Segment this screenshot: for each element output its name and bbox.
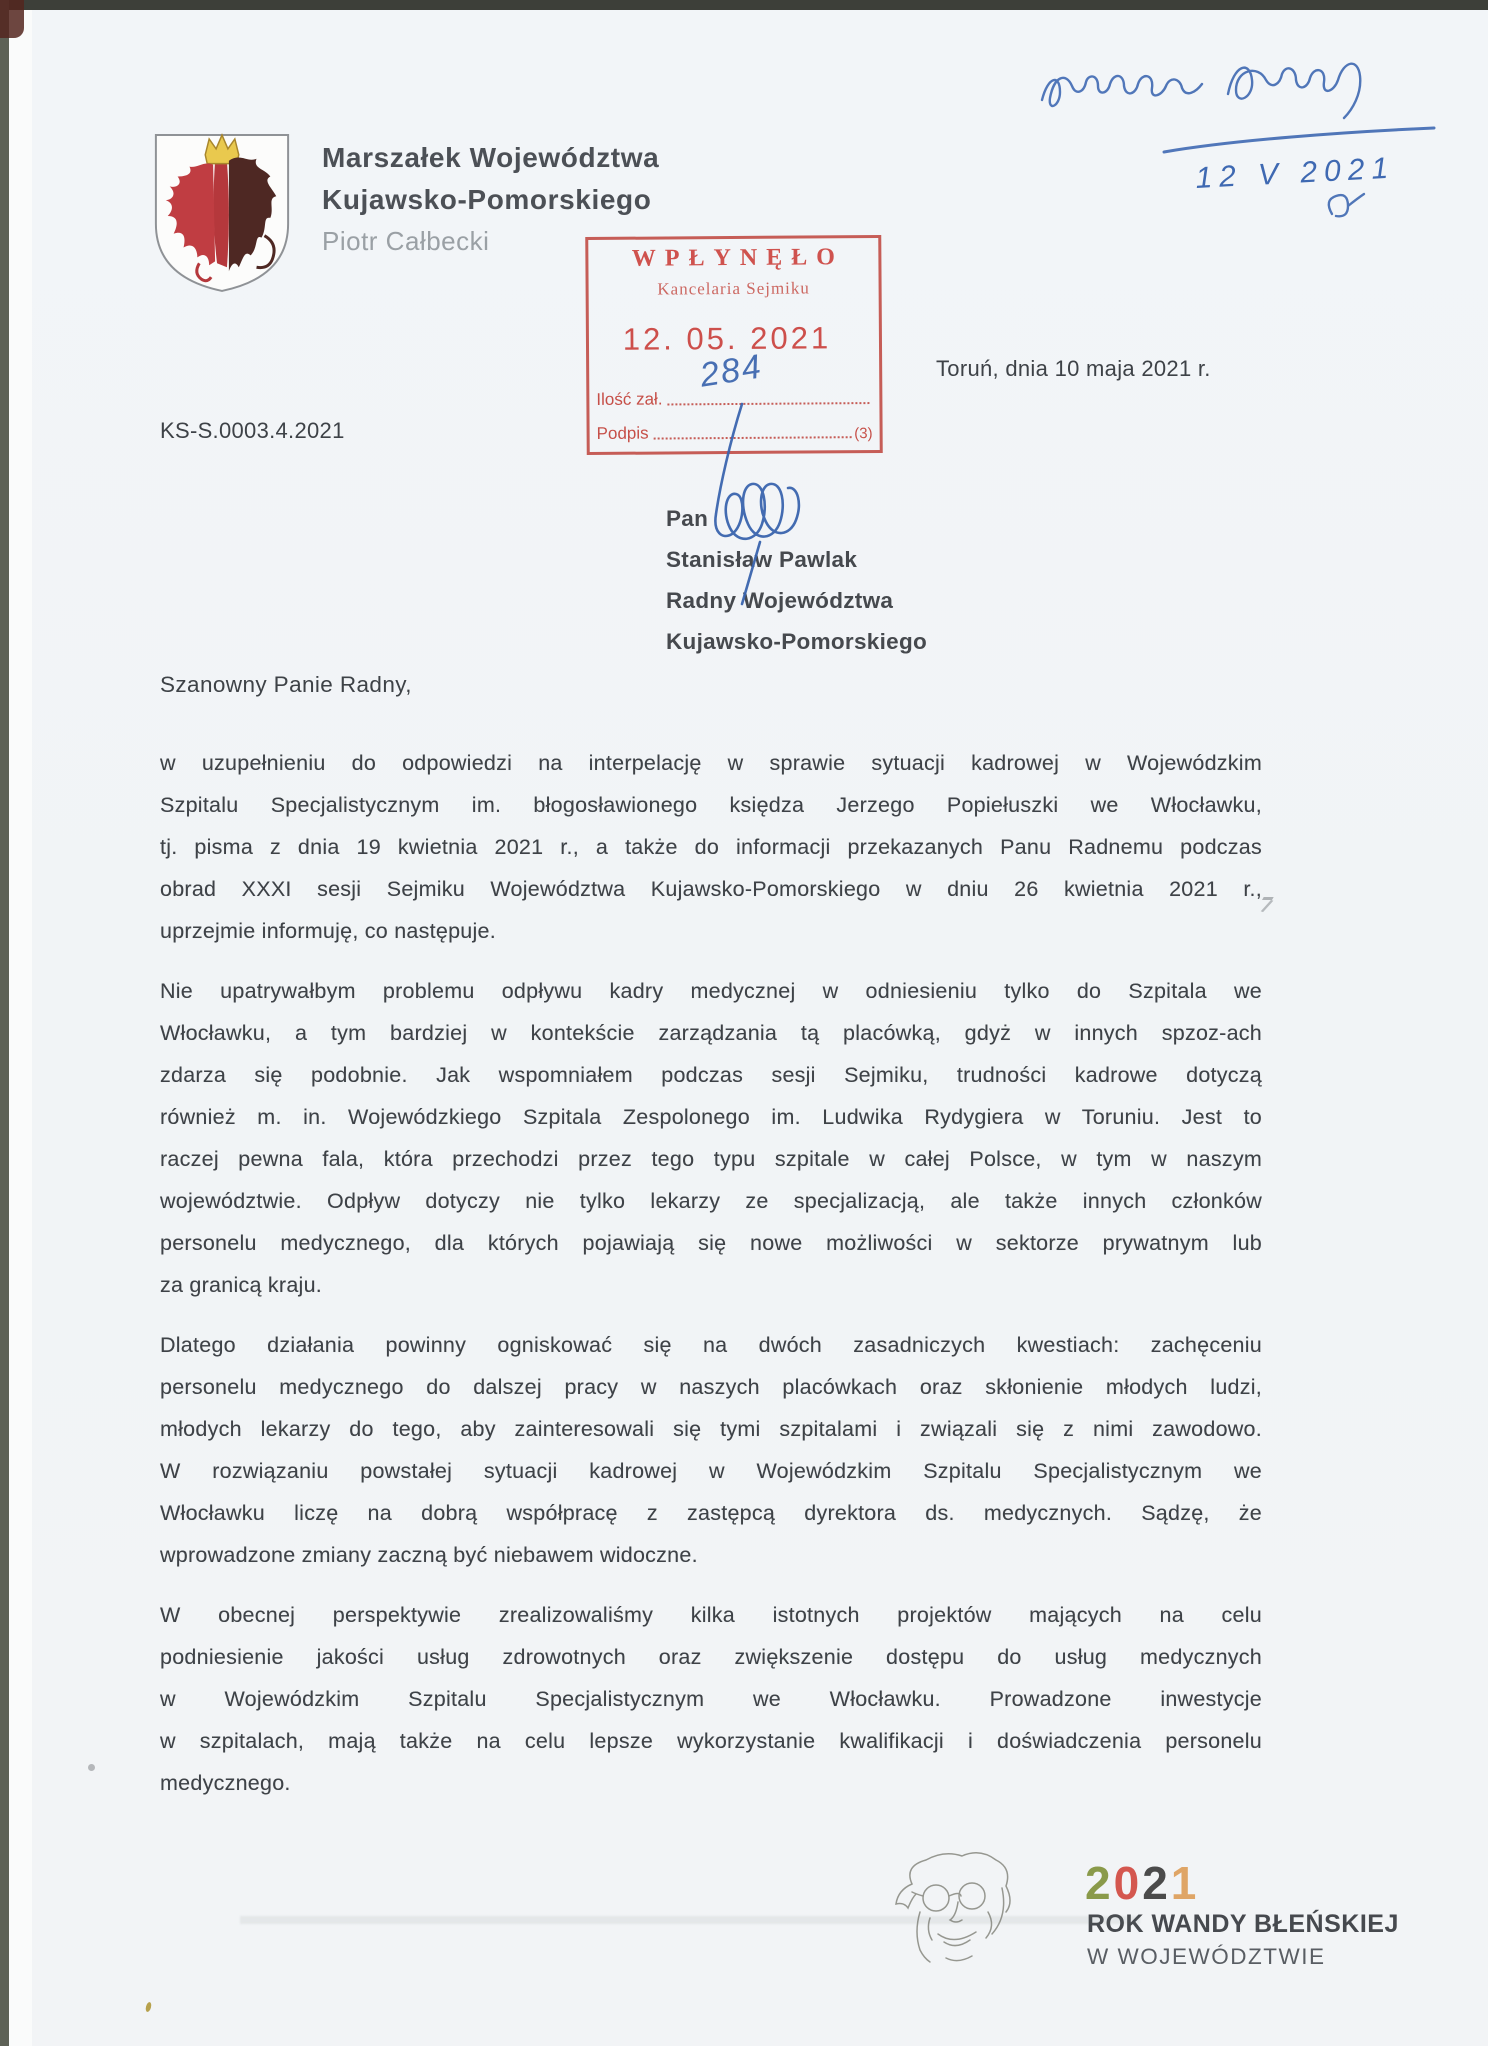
paragraph-line: personelu medycznego, dla których pojawiają się nowe możliwości w sektorze prywatnym lub (160, 1231, 1262, 1255)
paragraph-line: W rozwiązaniu powstałej sytuacji kadrowej w Wojewódzkim Szpitalu Specjalistycznym we (160, 1459, 1262, 1483)
paragraph-line: Włocławku, a tym bardziej w kontekście zarządzania tą placówką, gdyż w innych spzoz-ach (160, 1021, 1262, 1045)
paragraph (160, 1324, 1262, 1576)
handwritten-annotation (1014, 36, 1484, 226)
handwritten-signature (676, 346, 876, 608)
scan-corner-mark (0, 0, 24, 38)
scan-speck (88, 1764, 95, 1771)
paragraph-line: również m. in. Wojewódzkiego Szpitala Zespolonego im. Ludwika Rydygiera w Toruniu. Jest to (160, 1105, 1262, 1129)
paragraph-line: w Wojewódzkim Szpitalu Specjalistycznym we Włocławku. Prowadzone inwestycje (160, 1687, 1262, 1711)
paragraph (160, 742, 1262, 952)
scan-edge-top (0, 0, 1488, 10)
paragraph-line: województwie. Odpływ dotyczy nie tylko lekarzy ze specjalizacją, ale także innych członków (160, 1189, 1262, 1213)
recipient-line: Pan (666, 506, 709, 531)
paper-edge-highlight (9, 10, 32, 2046)
paragraph-line: Szpitalu Specjalistycznym im. błogosławionego księdza Jerzego Popiełuszki we Włocławku, (160, 793, 1262, 817)
stamp-attachments-label: Ilość zał. (596, 389, 663, 409)
salutation: Szanowny Panie Radny, (160, 672, 412, 697)
recipient-line: Radny Województwa (666, 588, 894, 613)
footer-year-digit: 2 (1085, 1857, 1114, 1909)
footer-year-digit: 1 (1170, 1857, 1200, 1909)
letter-body (160, 742, 1262, 1822)
paragraph-line: raczej pewna fala, która przechodzi przez tego typu szpitale w całej Polsce, w tym w naszym (160, 1147, 1262, 1171)
paragraph-line: zdarza się podobnie. Jak wspomniałem podczas sesji Sejmiku, trudności kadrowe dotyczą (160, 1063, 1262, 1087)
stamp-received-label: WPŁYNĘŁO (631, 244, 844, 272)
stamp-signature-label: Podpis (596, 423, 649, 443)
paragraph-line: za granicą kraju. (160, 1273, 322, 1297)
stamp-office-label: Kancelaria Sejmiku (657, 278, 810, 299)
stamp-date: 12. 05. 2021 (622, 320, 832, 357)
paragraph (160, 1594, 1262, 1804)
paragraph-line: Nie upatrywałbym problemu odpływu kadry medycznej w odniesieniu tylko do Szpitala we (160, 979, 1262, 1003)
sender-person-name: Piotr Całbecki (322, 226, 490, 256)
paragraph-line: tj. pisma z dnia 19 kwietnia 2021 r., a także do informacji przekazanych Panu Radnemu podczas (160, 835, 1262, 859)
paragraph-line: obrad XXXI sesji Sejmiku Województwa Kujawsko-Pomorskiego w dniu 26 kwietnia 2021 r., (160, 877, 1262, 901)
footer-year-digit: 0 (1113, 1857, 1143, 1909)
paragraph (160, 970, 1262, 1306)
scan-artifact-mark (1260, 897, 1273, 903)
place-and-date: Toruń, dnia 10 maja 2021 r. (936, 356, 1211, 381)
reference-number: KS-S.0003.4.2021 (160, 418, 345, 443)
wanda-blenska-portrait-sketch (884, 1846, 1034, 1974)
sender-title-line2: Kujawsko-Pomorskiego (322, 184, 652, 215)
paragraph-line: Dlatego działania powinny ogniskować się na dwóch zasadniczych kwestiach: zachęceniu (160, 1333, 1262, 1357)
sender-title-line1: Marszałek Województwa (322, 142, 660, 173)
recipient-line: Kujawsko-Pomorskiego (666, 629, 928, 654)
paragraph-line: młodych lekarzy do tego, aby zainteresowali się tymi szpitalami i związali się z nimi zawodowo. (160, 1417, 1262, 1441)
paragraph-line: personelu medycznego do dalszej pracy w naszych placówkach oraz skłonienie młodych ludzi, (160, 1375, 1262, 1399)
paragraph-line: w uzupełnieniu do odpowiedzi na interpelację w sprawie sytuacji kadrowej w Wojewódzkim (160, 751, 1262, 775)
footer-year-digit: 2 (1142, 1857, 1171, 1909)
handwritten-date: 12 V 2021 (1194, 151, 1396, 195)
bleed-through-ghost-text (240, 1916, 1140, 1924)
handwritten-attachment-count: 284 (697, 347, 766, 395)
paragraph-line: uprzejmie informuję, co następuje. (160, 919, 496, 943)
footer-year (1085, 1856, 1199, 1910)
recipient-line: Stanisław Pawlak (666, 547, 858, 572)
footer-campaign-line1: ROK WANDY BŁEŃSKIEJ (1087, 1910, 1399, 1938)
paragraph-line: wprowadzone zmiany zaczną być niebawem widoczne. (160, 1543, 698, 1567)
paragraph-line: podniesienie jakości usług zdrowotnych oraz zwiększenie dostępu do usług medycznych (160, 1645, 1262, 1669)
paragraph-line: Włocławku liczę na dobrą współpracę z zastępcą dyrektora ds. medycznych. Sądzę, że (160, 1501, 1262, 1525)
footer-campaign-line2: W WOJEWÓDZTWIE (1087, 1944, 1326, 1969)
stamp-suffix: (3) (854, 425, 873, 443)
scan-edge-left (0, 0, 9, 2046)
coat-of-arms-icon (148, 126, 296, 298)
paragraph-line: W obecnej perspektywie zrealizowaliśmy kilka istotnych projektów mających na celu (160, 1603, 1262, 1627)
paragraph-line: medycznego. (160, 1771, 291, 1795)
scan-speck (145, 2002, 152, 2013)
paragraph-line: w szpitalach, mają także na celu lepsze wykorzystanie kwalifikacji i doświadczenia personelu (160, 1729, 1262, 1753)
